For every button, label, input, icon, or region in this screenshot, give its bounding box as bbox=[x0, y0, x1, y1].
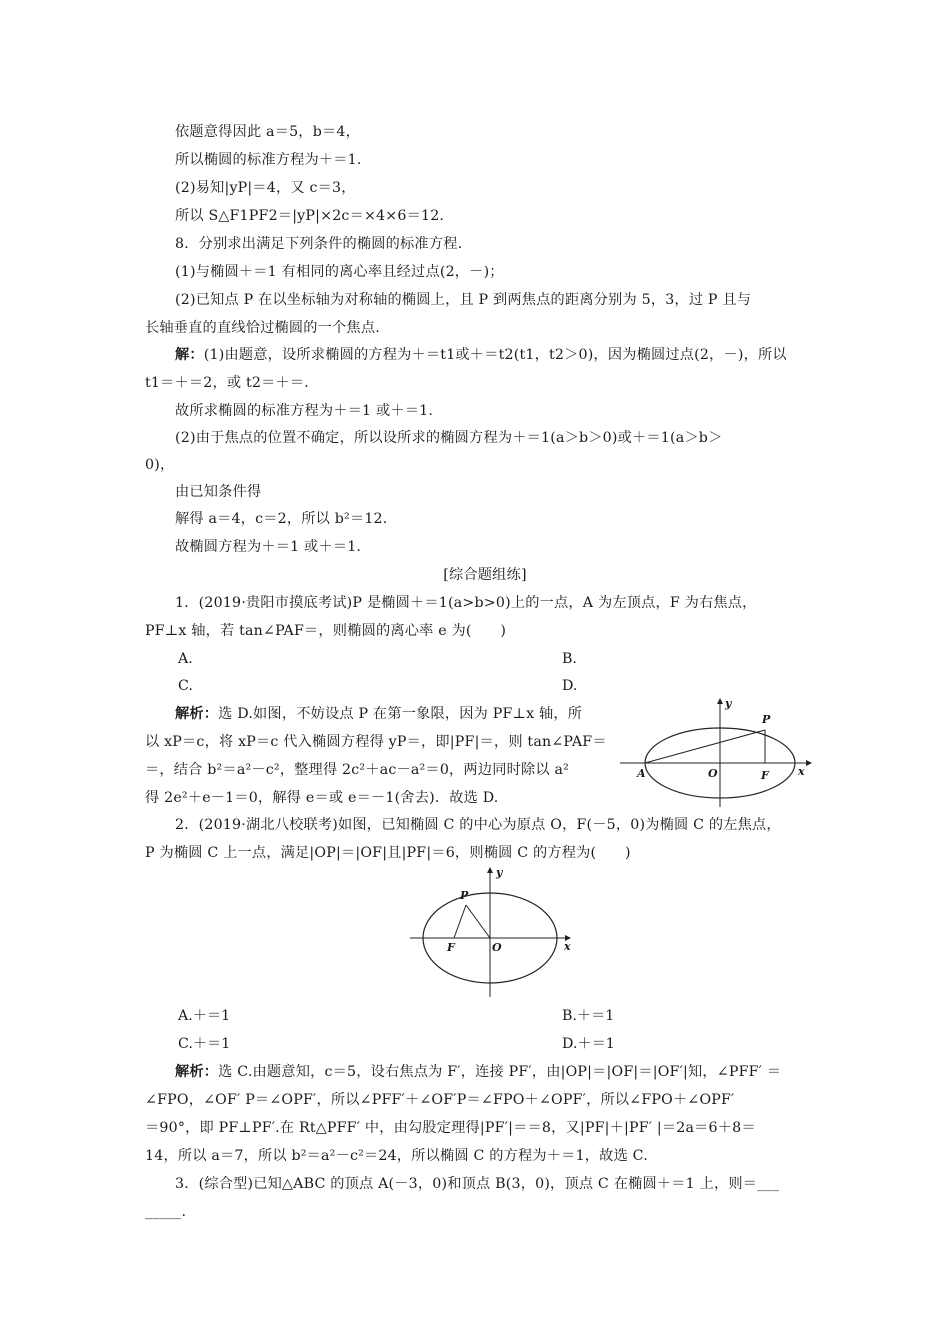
y-axis-label: y bbox=[496, 866, 503, 879]
text-line: P 为椭圆 C 上一点，满足|OP|＝|OF|且|PF|＝6，则椭圆 C 的方程为( ) bbox=[145, 845, 631, 861]
text-line: ＝90°，即 PF⊥PF′.在 Rt△PFF′ 中，由勾股定理得|PF′|＝＝8，又|PF|＋|PF′ |＝2a＝6＋8＝ bbox=[145, 1120, 756, 1136]
option-c: C. bbox=[178, 678, 193, 694]
problem-8-title: 8．分别求出满足下列条件的椭圆的标准方程. bbox=[175, 236, 463, 252]
solution-text: 选 C.由题意知，c＝5，设右焦点为 F′，连接 PF′，由|OP|＝|OF|＝|OF′|知，∠PFF′ ＝ bbox=[218, 1064, 782, 1080]
point-p-label: P bbox=[762, 713, 771, 726]
point-a-label: A bbox=[637, 767, 646, 780]
solution-label: 解析： bbox=[175, 1064, 219, 1080]
text-line: ＝，结合 b²＝a²－c²，整理得 2c²＋ac－a²＝0，两边同时除以 a² bbox=[145, 762, 570, 778]
question-3: 3．(综合型)已知△ABC 的顶点 A(－3，0)和顶点 B(3，0)，顶点 C 在椭圆＋＝1 上，则＝___ bbox=[175, 1176, 780, 1192]
option-b: B.＋＝1 bbox=[562, 1008, 615, 1024]
solution-label: 解析： bbox=[175, 706, 219, 722]
option-d: D.＋＝1 bbox=[562, 1036, 615, 1052]
text-line: 以 xP＝c，将 xP＝c 代入椭圆方程得 yP＝，即|PF|＝，则 tan∠PAF＝ bbox=[145, 734, 607, 750]
text-line: 解得 a＝4，c＝2，所以 b²＝12. bbox=[175, 511, 388, 527]
text-line: (2)由于焦点的位置不确定，所以设所求的椭圆方程为＋＝1(a＞b＞0)或＋＝1(a＞b＞ bbox=[175, 430, 723, 446]
ellipse-figure-1 bbox=[620, 695, 820, 810]
ellipse-figure-2 bbox=[405, 862, 585, 1002]
solution-line bbox=[175, 1062, 840, 1082]
option-d: D. bbox=[562, 678, 578, 694]
solution-text: 选 D.如图，不妨设点 P 在第一象限，因为 PF⊥x 轴，所 bbox=[218, 706, 583, 722]
text-line: 14，所以 a＝7，所以 b²＝a²－c²＝24，所以椭圆 C 的方程为＋＝1，故选 C. bbox=[145, 1148, 648, 1164]
question-2: 2．(2019·湖北八校联考)如图，已知椭圆 C 的中心为原点 O，F(－5，0)为椭圆 C 的左焦点， bbox=[175, 817, 781, 833]
solution-line bbox=[175, 345, 840, 365]
option-a: A.＋＝1 bbox=[178, 1008, 231, 1024]
text-line: 依题意得因此 a＝5，b＝4， bbox=[175, 124, 360, 140]
point-o-label: O bbox=[492, 941, 502, 954]
text-line: 0)， bbox=[145, 457, 175, 473]
question-1: 1．(2019·贵阳市摸底考试)P 是椭圆＋＝1(a>b>0)上的一点，A 为左顶点，F 为右焦点， bbox=[175, 595, 757, 611]
x-axis-label: x bbox=[798, 765, 805, 778]
solution-label: 解： bbox=[175, 347, 204, 363]
text-line: 长轴垂直的直线恰过椭圆的一个焦点. bbox=[145, 320, 380, 336]
point-o-label: O bbox=[708, 767, 718, 780]
text-line: 所以椭圆的标准方程为＋＝1. bbox=[175, 152, 362, 168]
text-line: PF⊥x 轴，若 tan∠PAF＝，则椭圆的离心率 e 为( ) bbox=[145, 623, 507, 639]
y-axis-label: y bbox=[725, 697, 732, 710]
text-line: (2)已知点 P 在以坐标轴为对称轴的椭圆上，且 P 到两焦点的距离分别为 5，3，过 P 且与 bbox=[175, 292, 752, 308]
text-line: 故椭圆方程为＋＝1 或＋＝1. bbox=[175, 539, 362, 555]
text-line: 故所求椭圆的标准方程为＋＝1 或＋＝1. bbox=[175, 403, 434, 419]
text-line: (1)与椭圆＋＝1 有相同的离心率且经过点(2，－)； bbox=[175, 264, 504, 280]
point-f-label: F bbox=[447, 941, 455, 954]
solution-text: (1)由题意，设所求椭圆的方程为＋＝t1或＋＝t2(t1，t2＞0)，因为椭圆过点(2，－)，所以 bbox=[203, 347, 787, 363]
text-line: t1＝＋＝2，或 t2＝＋＝. bbox=[145, 375, 310, 391]
point-f-label: F bbox=[761, 769, 769, 782]
text-line: _____. bbox=[145, 1204, 187, 1220]
text-line: 由已知条件得 bbox=[175, 484, 262, 500]
solution-line bbox=[175, 704, 620, 724]
text-line: 所以 S△F1PF2＝|yP|×2c＝×4×6＝12. bbox=[175, 208, 445, 224]
option-c: C.＋＝1 bbox=[178, 1036, 231, 1052]
point-p-label: P bbox=[460, 889, 469, 902]
text-line: ∠FPO，∠OF′ P＝∠OPF′，所以∠PFF′＋∠OF′P＝∠FPO＋∠OPF′，所以∠FPO＋∠OPF′ bbox=[145, 1092, 735, 1108]
section-title: [综合题组练] bbox=[443, 567, 527, 583]
option-b: B. bbox=[562, 651, 577, 667]
option-a: A. bbox=[178, 651, 193, 667]
x-axis-label: x bbox=[564, 940, 571, 953]
text-line: 得 2e²＋e－1＝0，解得 e＝或 e＝－1(舍去)．故选 D. bbox=[145, 790, 499, 806]
text-line: (2)易知|yP|＝4，又 c＝3， bbox=[175, 180, 356, 196]
